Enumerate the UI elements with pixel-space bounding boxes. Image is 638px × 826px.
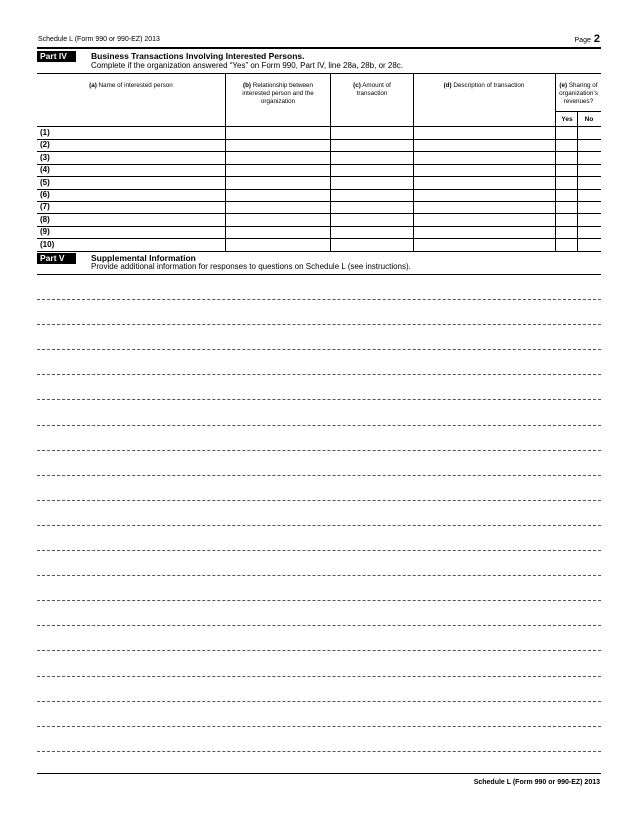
header-rule [37, 47, 601, 49]
col-divider-d-e [555, 74, 556, 251]
table-row-rule [37, 226, 601, 227]
supplemental-info-line[interactable] [37, 650, 601, 651]
column-e-header: (e) Sharing of organization’s revenues? [559, 82, 598, 105]
part-v-title: Supplemental Information [91, 253, 196, 263]
row-number: (3) [40, 152, 50, 162]
row-number: (9) [40, 227, 50, 237]
supplemental-info-line[interactable] [37, 450, 601, 451]
form-footer-title: Schedule L (Form 990 or 990-EZ) 2013 [473, 779, 600, 786]
supplemental-info-line[interactable] [37, 525, 601, 526]
col-divider-b-c [330, 74, 331, 251]
supplemental-info-line[interactable] [37, 625, 601, 626]
page-number-label [575, 33, 600, 45]
supplemental-info-line[interactable] [37, 299, 601, 300]
table-row-rule [37, 201, 601, 202]
supplemental-info-line[interactable] [37, 751, 601, 752]
part-v-top-rule [37, 251, 601, 252]
part-v-subtitle: Provide additional information for responses to questions on Schedule L (see instructions). [91, 262, 411, 271]
footer-rule [37, 773, 601, 774]
col-divider-a-b [225, 74, 226, 251]
row-number: (8) [40, 214, 50, 224]
page-label: Page [574, 37, 591, 44]
column-a-header: (a) Name of interested person [89, 82, 173, 89]
row-number: (5) [40, 177, 50, 187]
supplemental-info-line[interactable] [37, 399, 601, 400]
page-number: 2 [593, 33, 600, 45]
table-row-rule [37, 189, 601, 190]
col-divider-c-d [413, 74, 414, 251]
part-iv-subtitle: Complete if the organization answered “Yes” on Form 990, Part IV, line 28a, 28b, or 28c. [91, 61, 404, 70]
supplemental-info-line[interactable] [37, 726, 601, 727]
column-e-yes-header: Yes [561, 116, 573, 123]
supplemental-info-line[interactable] [37, 500, 601, 501]
table-header-rule [37, 126, 601, 127]
row-number: (7) [40, 202, 50, 212]
supplemental-info-line[interactable] [37, 550, 601, 551]
supplemental-info-line[interactable] [37, 324, 601, 325]
table-row-rule [37, 139, 601, 140]
row-number: (1) [40, 128, 50, 137]
supplemental-info-line[interactable] [37, 600, 601, 601]
column-d-header: (d) Description of transaction [443, 82, 525, 89]
supplemental-info-line[interactable] [37, 475, 601, 476]
column-c-header: (c) Amount of transaction [353, 82, 391, 97]
row-number: (6) [40, 190, 50, 199]
row-number: (10) [40, 239, 55, 249]
column-e-no-header: No [584, 116, 594, 123]
table-row-rule [37, 176, 601, 177]
part-iv-title: Business Transactions Involving Interested Persons. [91, 51, 305, 61]
part-iv-badge: Part IV [37, 51, 76, 62]
table-row-rule [37, 238, 601, 239]
part-v-badge: Part V [37, 253, 76, 264]
table-row-rule [37, 213, 601, 214]
supplemental-info-line[interactable] [37, 374, 601, 375]
row-number: (2) [40, 140, 50, 150]
supplemental-info-line[interactable] [37, 575, 601, 576]
yes-no-top-rule [556, 111, 601, 112]
part-iv-heading-rule [37, 73, 601, 74]
table-row-rule [37, 151, 601, 152]
part-v-heading-rule [37, 274, 601, 275]
col-divider-yes-no [577, 111, 578, 251]
supplemental-info-line[interactable] [37, 349, 601, 350]
row-number: (4) [40, 165, 50, 175]
table-row-rule [37, 164, 601, 165]
supplemental-info-line[interactable] [37, 676, 601, 677]
form-header-title: Schedule L (Form 990 or 990-EZ) 2013 [38, 36, 160, 43]
column-b-header: (b) Relationship between interested person and the organization [242, 82, 314, 105]
supplemental-info-line[interactable] [37, 701, 601, 702]
supplemental-info-line[interactable] [37, 425, 601, 426]
